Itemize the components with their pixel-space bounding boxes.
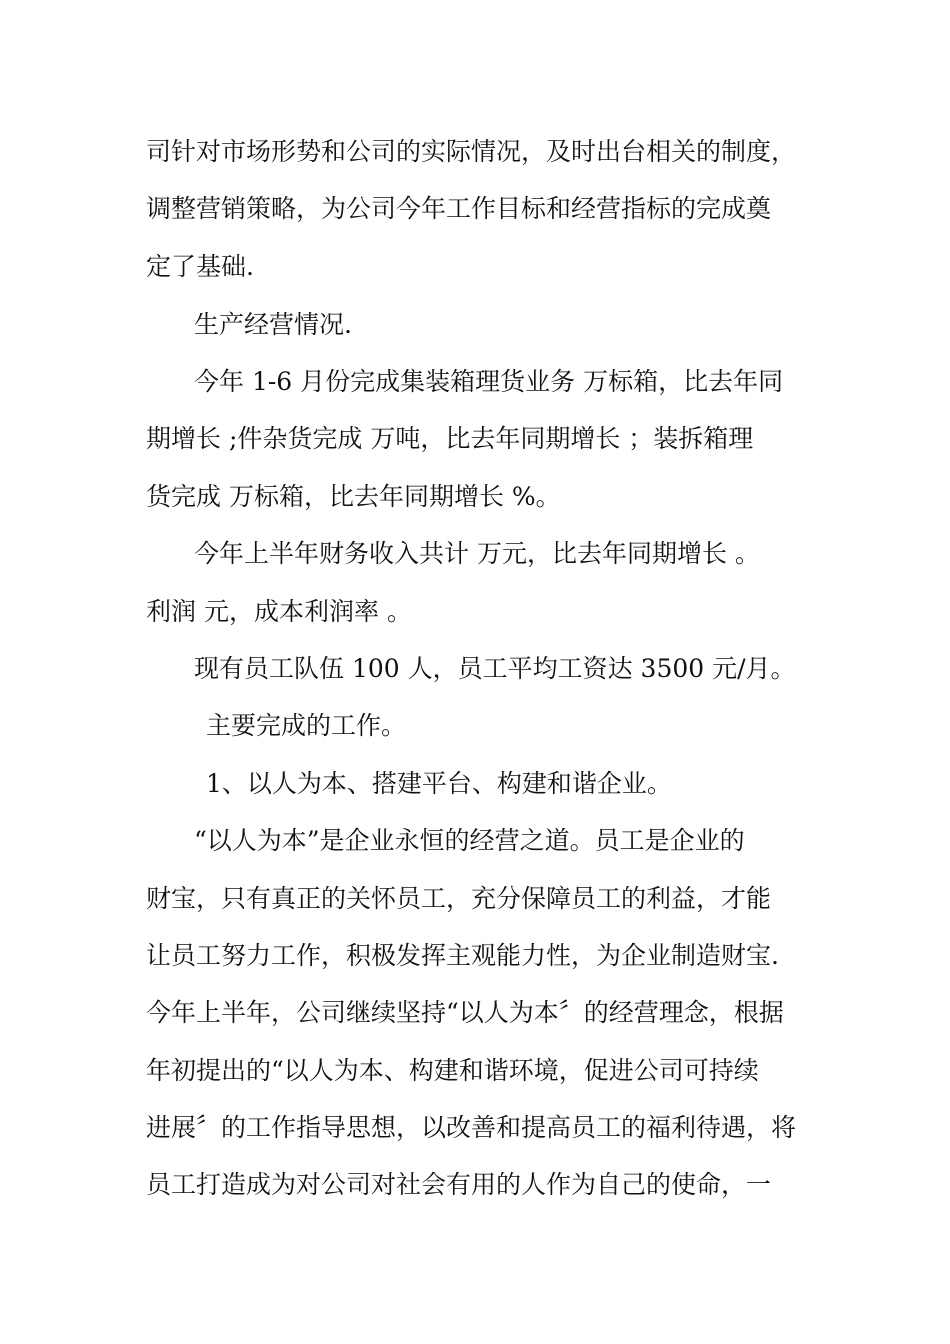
text-line: 期增长 ;件杂货完成 万吨，比去年同期增长 ；装拆箱理 xyxy=(146,424,754,453)
text-line: 现有员工队伍 100 人，员工平均工资达 3500 元/月。 xyxy=(194,654,796,683)
text-line: 让员工努力工作，积极发挥主观能力性，为企业制造财宝. xyxy=(146,941,779,970)
text-line: 进展〞的工作指导思想，以改善和提高员工的福利待遇，将 xyxy=(146,1113,797,1142)
text-line: 司针对市场形势和公司的实际情况，及时出台相关的制度， xyxy=(146,137,797,166)
text-line: 调整营销策略，为公司今年工作目标和经营指标的完成奠 xyxy=(146,194,772,223)
text-line: 定了基础. xyxy=(146,252,254,281)
subsection-heading: 1、以人为本、搭建平台、构建和谐企业。 xyxy=(206,769,672,798)
text-line: 员工打造成为对公司对社会有用的人作为自己的使命，一 xyxy=(146,1170,772,1199)
text-line: 今年上半年，公司继续坚持“以人为本〞的经营理念，根据 xyxy=(146,998,784,1027)
section-heading: 主要完成的工作。 xyxy=(206,711,407,740)
text-line: 今年上半年财务收入共计 万元，比去年同期增长 。 xyxy=(194,539,760,568)
text-line: 今年 1-6 月份完成集装箱理货业务 万标箱，比去年同 xyxy=(194,367,784,396)
section-heading: 生产经营情况. xyxy=(194,310,352,339)
text-line: 利润 元，成本利润率 。 xyxy=(146,597,412,626)
text-line: 财宝，只有真正的关怀员工，充分保障员工的利益，才能 xyxy=(146,884,772,913)
text-line: 年初提出的“以人为本、构建和谐环境，促进公司可持续 xyxy=(146,1056,759,1085)
text-line: “以人为本”是企业永恒的经营之道。员工是企业的 xyxy=(194,826,745,855)
text-line: 货完成 万标箱，比去年同期增长 %。 xyxy=(146,482,561,511)
